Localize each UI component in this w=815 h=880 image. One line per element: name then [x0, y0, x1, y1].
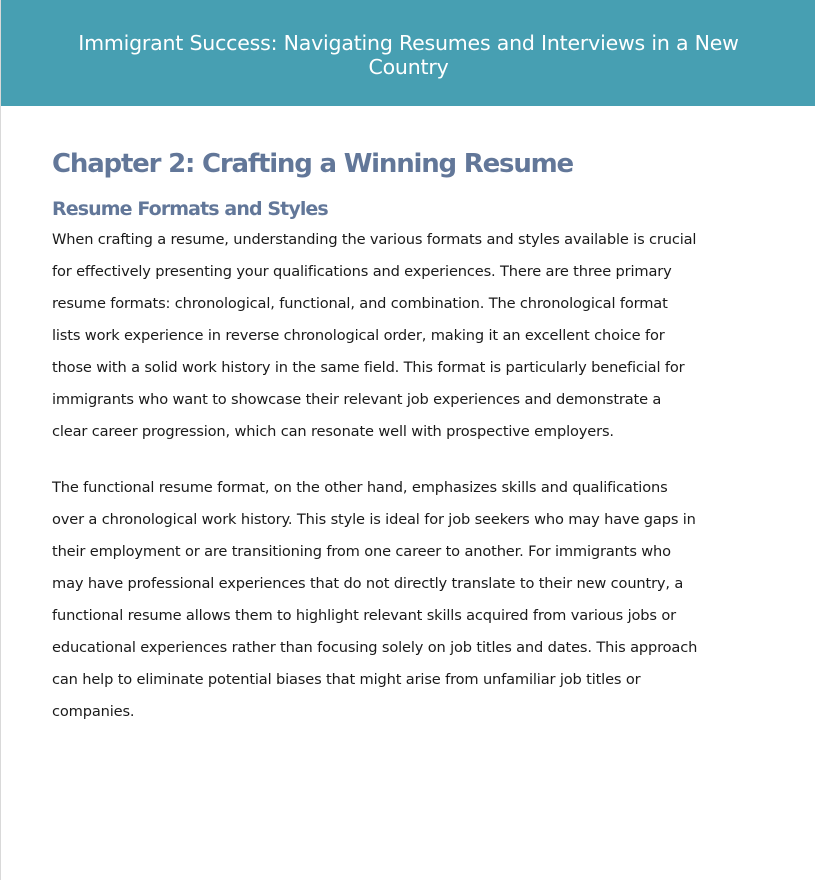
paragraph-line: may have professional experiences that do not directly translate to their new country, a — [52, 575, 684, 592]
paragraph-line: resume formats: chronological, functional, and combination. The chronological format — [52, 295, 668, 312]
paragraph-line: When crafting a resume, understanding the various formats and styles available is crucial — [52, 231, 697, 248]
section-title: Resume Formats and Styles — [52, 198, 328, 220]
book-title-header — [1, 0, 815, 106]
book-title-line: Country — [368, 55, 449, 79]
paragraph-line: companies. — [52, 703, 135, 720]
paragraph-line: for effectively presenting your qualifications and experiences. There are three primary — [52, 263, 672, 280]
paragraph-line: educational experiences rather than focusing solely on job titles and dates. This approach — [52, 639, 698, 656]
paragraph-line: their employment or are transitioning from one career to another. For immigrants who — [52, 543, 671, 560]
paragraph-line: lists work experience in reverse chronological order, making it an excellent choice for — [52, 327, 665, 344]
paragraph-line: over a chronological work history. This style is ideal for job seekers who may have gaps in — [52, 511, 696, 528]
paragraph-line: The functional resume format, on the other hand, emphasizes skills and qualifications — [52, 479, 668, 496]
page-content — [52, 146, 782, 728]
chapter-title: Chapter 2: Crafting a Winning Resume — [52, 149, 573, 179]
paragraph-line: those with a solid work history in the same field. This format is particularly beneficial for — [52, 359, 685, 376]
paragraph-line: can help to eliminate potential biases that might arise from unfamiliar job titles or — [52, 671, 641, 688]
paragraph — [52, 472, 782, 728]
paragraph-line: immigrants who want to showcase their relevant job experiences and demonstrate a — [52, 391, 662, 408]
paragraph-line: clear career progression, which can resonate well with prospective employers. — [52, 423, 614, 440]
paragraph — [52, 224, 782, 448]
paragraph-line: functional resume allows them to highlight relevant skills acquired from various jobs or — [52, 607, 676, 624]
book-title-line: Immigrant Success: Navigating Resumes and Interviews in a New — [78, 31, 739, 55]
